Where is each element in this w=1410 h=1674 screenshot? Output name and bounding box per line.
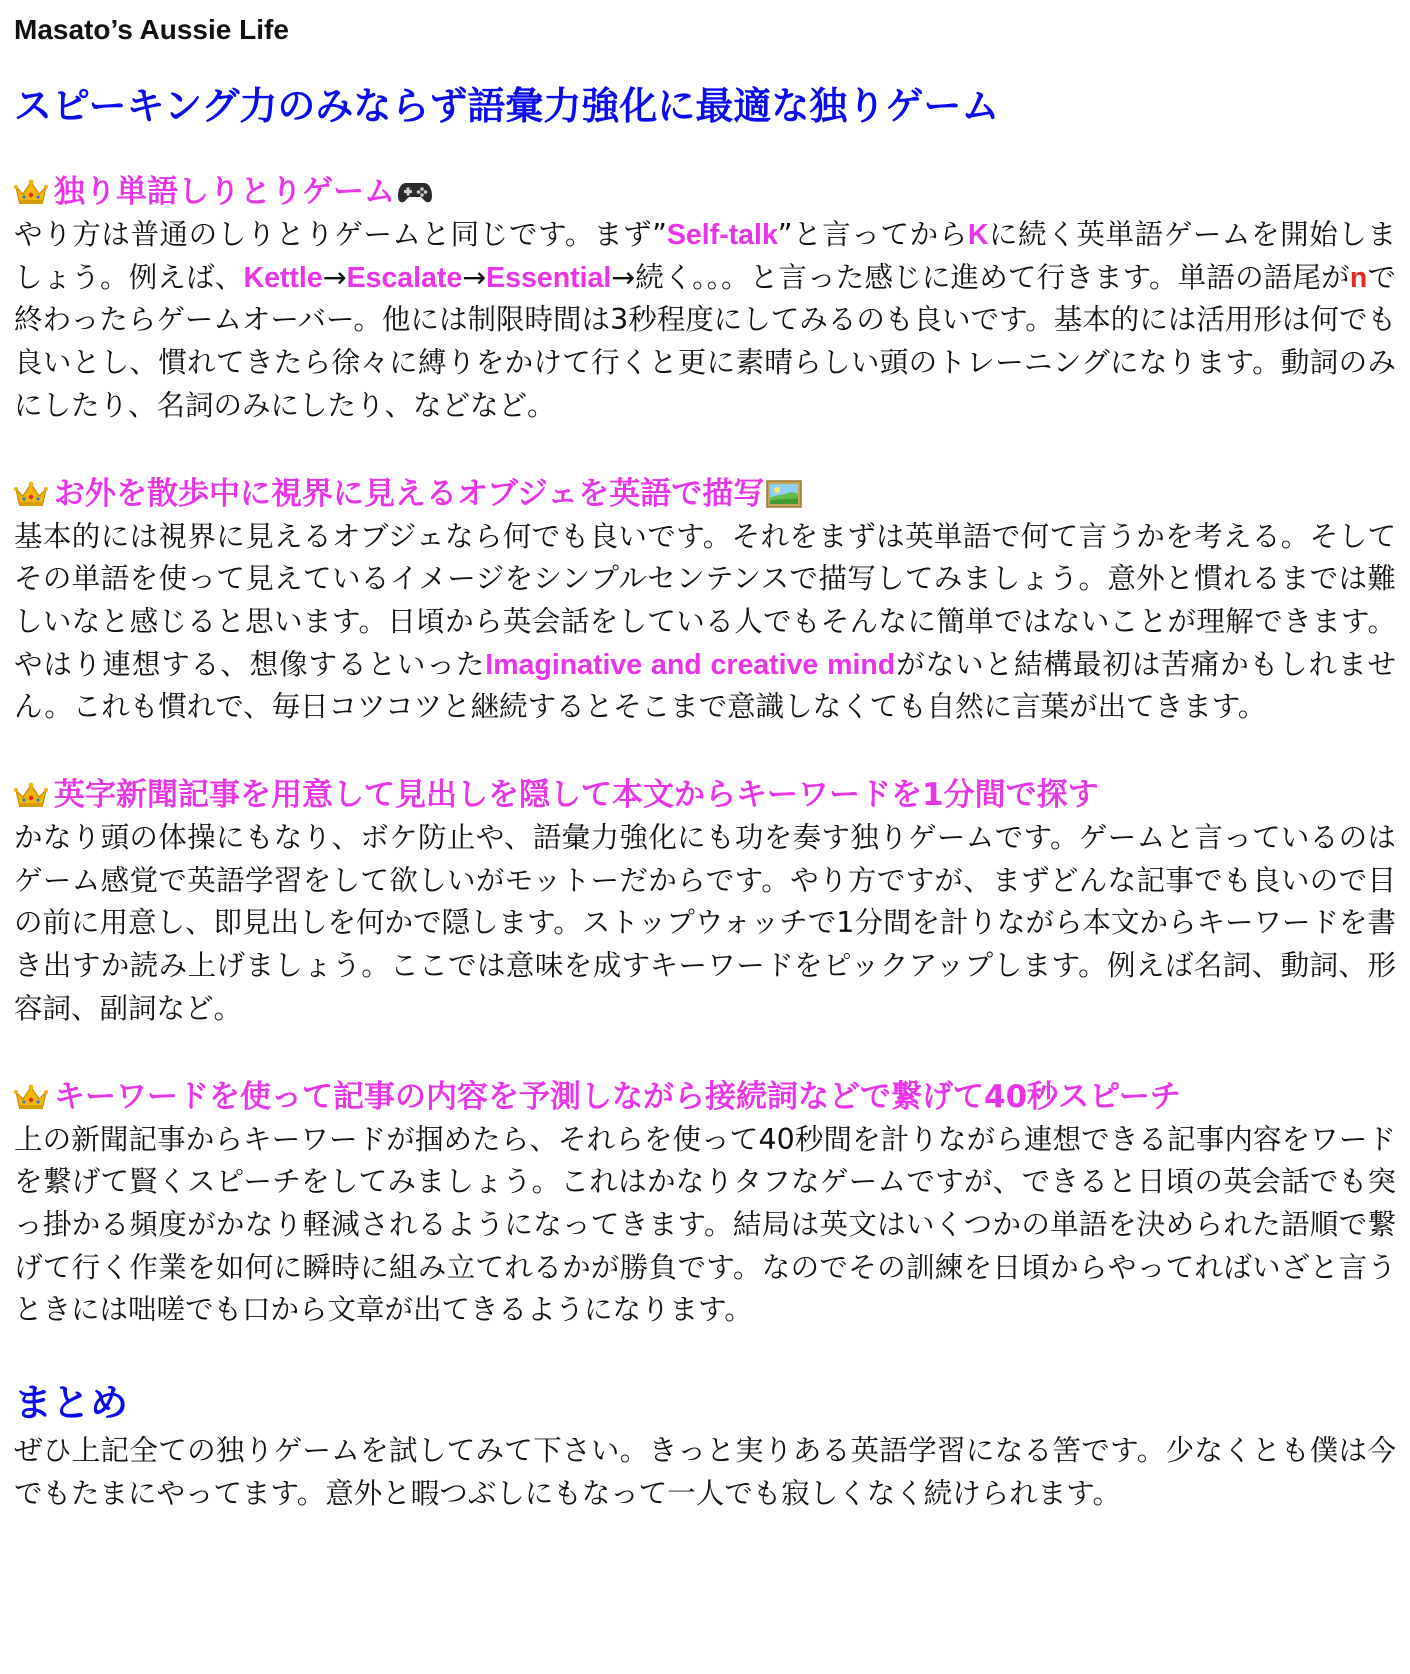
section-heading-text: 独り単語しりとりゲーム	[54, 174, 395, 210]
crown-icon	[14, 1084, 48, 1110]
body-text: ”と言ってから	[777, 218, 968, 251]
body-text: かなり頭の体操にもなり、ボケ防止や、語彙力強化にも功を奏す独りゲームです。ゲームと言っているのはゲーム感覚で英語学習をして欲しいがモットーだからです。やり方ですが、まずどんな記事でも良いので目の前に用意し、即見出しを何かで隠します。ストップウォッチで1分間を計りながら本文からキーワードを書き出すか読み上げましょう。ここでは意味を成すキーワードをピックアップします。例えば名詞、動詞、形容詞、副詞など。	[14, 821, 1396, 1025]
body-text: 基本的には視界に見えるオブジェなら何でも良いです。それをまずは英単語で何て言うかを考える。そしてその単語を使って見えているイメージをシンプルセンテンスで描写してみましょう。意外と慣れるまでは難しいなと感じると思います。日頃から英会話をしている人でもそんなに簡単ではないことが理解できます。やはり連想する、想像するといった	[14, 519, 1396, 681]
section-heading-text: 英字新聞記事を用意して見出しを隠して本文からキーワードを1分間で探す	[54, 777, 1099, 814]
highlight-kettle: Kettle	[243, 261, 323, 294]
crown-icon	[14, 179, 48, 205]
highlight-escalate: Escalate	[346, 261, 463, 294]
arrow-text: →	[322, 260, 347, 294]
section-heading-text: キーワードを使って記事の内容を予測しながら接続詞などで繋げて40秒スピーチ	[54, 1078, 1181, 1115]
landscape-picture-icon	[766, 479, 802, 509]
body-text: で終わったらゲームオーバー。他には制限時間は3秒程度にしてみるのも良いです。基本的には活用形は何でも良いとし、慣れてきたら徐々に縛りをかけて行くと更に素晴らしい頭のトレーニングになります。動詞のみにしたり、名詞のみにしたり、などなど。	[14, 260, 1396, 422]
gamepad-icon	[397, 177, 433, 207]
section-heading-text: お外を散歩中に視界に見えるオブジェを英語で描写	[54, 475, 765, 512]
highlight-self-talk: Self-talk	[666, 219, 778, 251]
section-heading	[14, 773, 1396, 817]
highlight-letter-n: n	[1349, 261, 1368, 294]
body-text: がないと結構最初は苦痛かもしれません。これも慣れで、毎日コツコツと継続するとそこまで意識しなくても自然に言葉が出てきます。	[14, 647, 1396, 724]
section-walk-describe	[14, 472, 1396, 730]
body-text: やり方は普通のしりとりゲームと同じです。まず”	[14, 218, 667, 251]
highlight-imaginative-mind: Imaginative and creative mind	[485, 648, 896, 681]
section-shiritori	[14, 170, 1396, 428]
section-heading	[14, 472, 1396, 516]
section-body	[14, 1119, 1396, 1333]
arrow-text: →	[462, 260, 487, 294]
highlight-letter-k: K	[967, 219, 989, 251]
section-heading	[14, 1075, 1396, 1119]
body-text: →続く。。。と言った感じに進めて行きます。単語の語尾が	[611, 260, 1350, 294]
section-heading	[14, 170, 1396, 214]
section-summary	[14, 1376, 1396, 1515]
section-keyword-speech	[14, 1075, 1396, 1333]
section-body	[14, 516, 1396, 730]
article-title: スピーキング力のみならず語彙力強化に最適な独りゲーム	[14, 84, 1000, 128]
section-body	[14, 214, 1396, 428]
body-text: 上の新聞記事からキーワードが掴めたら、それらを使って40秒間を計りながら連想できる記事内容をワードを繋げて賢くスピーチをしてみましょう。これはかなりタフなゲームですが、できると日頃の英会話でも突っ掛かる頻度がかなり軽減されるようになってきます。結局は英文はいくつかの単語を決められた語順で繋げて行く作業を如何に瞬時に組み立てれるかが勝負です。なのでその訓練を日頃からやってればいざと言うときには咄嗟でも口から文章が出てきるようになります。	[14, 1122, 1396, 1327]
section-body	[14, 817, 1396, 1031]
body-text: に続く英単語ゲームを開始しましょう。例えば、	[14, 218, 1396, 294]
highlight-essential: Essential	[486, 261, 612, 294]
crown-icon	[14, 782, 48, 808]
crown-icon	[14, 481, 48, 507]
section-newspaper-keywords	[14, 773, 1396, 1031]
summary-heading: まとめ	[14, 1381, 129, 1426]
site-title[interactable]: Masato’s Aussie Life	[14, 14, 289, 45]
summary-body: ぜひ上記全ての独りゲームを試してみて下さい。きっと実りある英語学習になる筈です。少なくとも僕は今でもたまにやってます。意外と暇つぶしにもなって一人でも寂しくなく続けられます。	[14, 1434, 1396, 1510]
